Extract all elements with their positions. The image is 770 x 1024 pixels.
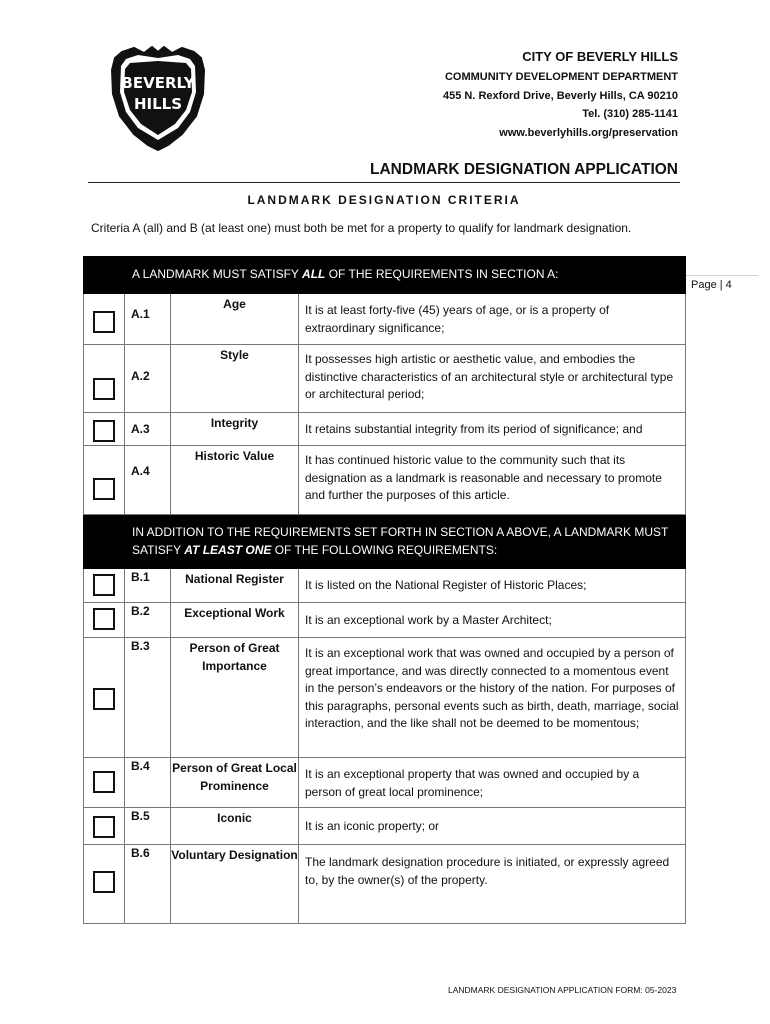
table-row	[84, 569, 686, 603]
application-title: LANDMARK DESIGNATION APPLICATION	[370, 161, 678, 178]
logo-line1: BEVERLY	[121, 74, 195, 92]
row-name: Integrity	[171, 413, 299, 446]
checkbox-a3[interactable]	[93, 420, 115, 442]
department-name: COMMUNITY DEVELOPMENT DEPARTMENT	[444, 71, 678, 83]
city-name: CITY OF BEVERLY HILLS	[522, 49, 678, 64]
table-row	[84, 413, 686, 446]
row-name: Person of Great Local Prominence	[171, 758, 299, 808]
form-footer: LANDMARK DESIGNATION APPLICATION FORM: 05-2023	[448, 985, 677, 995]
table-row	[84, 345, 686, 413]
row-id: B.4	[131, 759, 150, 773]
table-row	[84, 294, 686, 345]
section-a-heading-em: ALL	[302, 267, 326, 281]
table-row	[84, 638, 686, 758]
page-number: Page | 4	[691, 279, 732, 291]
checkbox-a1[interactable]	[93, 311, 115, 333]
row-description: It is an exceptional property that was owned and occupied by a person of great local prominence;	[299, 758, 686, 808]
row-name: Voluntary Designation	[171, 845, 299, 924]
table-row	[84, 758, 686, 808]
section-a-header	[84, 257, 686, 294]
website-link[interactable]: www.beverlyhills.org/preservation	[499, 126, 678, 139]
table-row	[84, 845, 686, 924]
row-description: It is at least forty-five (45) years of age, or is a property of extraordinary significance;	[299, 294, 686, 345]
section-b-heading-post: OF THE FOLLOWING REQUIREMENTS:	[271, 543, 498, 557]
section-b-heading-pre: IN ADDITION TO THE REQUIREMENTS SET FORTH IN SECTION A ABOVE, A LANDMARK MUST SATISFY	[132, 525, 669, 557]
table-row	[84, 446, 686, 515]
row-id: A.2	[131, 369, 150, 383]
intro-text: Criteria A (all) and B (at least one) must both be met for a property to qualify for landmark designation.	[91, 221, 632, 235]
checkbox-b5[interactable]	[93, 816, 115, 838]
row-name: Age	[171, 294, 299, 345]
row-name: Person of Great Importance	[171, 638, 299, 758]
row-description: It is an exceptional work that was owned and occupied by a person of great importance, and was directly connected to a momentous event in the person’s endeavors or the history of the nation. For purposes of this paragraphs, personal events such as birth, death, marriage, social interaction, and the like shall not be deemed to be momentous;	[299, 638, 686, 758]
row-name: Historic Value	[171, 446, 299, 515]
row-id: A.3	[131, 422, 150, 436]
row-description: It retains substantial integrity from its period of significance; and	[299, 413, 686, 446]
row-description: The landmark designation procedure is initiated, or expressly agreed to, by the owner(s) of the property.	[299, 845, 686, 924]
row-id: B.6	[131, 846, 150, 860]
section-a-heading-post: OF THE REQUIREMENTS IN SECTION A:	[325, 267, 559, 281]
row-id: B.2	[131, 604, 150, 618]
table-row	[84, 808, 686, 845]
criteria-table	[83, 256, 686, 924]
checkbox-b4[interactable]	[93, 771, 115, 793]
department-header	[443, 46, 678, 142]
row-description: It has continued historic value to the community such that its designation as a landmark is reasonable and necessary to promote and further the purposes of this article.	[299, 446, 686, 515]
row-id: A.4	[131, 464, 150, 478]
row-name: National Register	[171, 569, 299, 603]
page-divider	[686, 275, 758, 276]
logo-line2: HILLS	[133, 95, 183, 113]
address: 455 N. Rexford Drive, Beverly Hills, CA 90210	[443, 89, 678, 102]
checkbox-b3[interactable]	[93, 688, 115, 710]
section-b-header	[84, 515, 686, 569]
checkbox-b1[interactable]	[93, 574, 115, 596]
row-description: It is listed on the National Register of Historic Places;	[299, 569, 686, 603]
row-name: Iconic	[171, 808, 299, 845]
checkbox-b2[interactable]	[93, 608, 115, 630]
row-id: B.5	[131, 809, 150, 823]
row-description: It is an exceptional work by a Master Architect;	[299, 603, 686, 638]
phone: Tel. (310) 285-1141	[582, 108, 678, 120]
checkbox-a2[interactable]	[93, 378, 115, 400]
table-row	[84, 603, 686, 638]
row-description: It possesses high artistic or aesthetic value, and embodies the distinctive characteristics of an architectural style or architectural type or architectural period;	[299, 345, 686, 413]
section-a-heading-pre: A LANDMARK MUST SATISFY	[132, 267, 303, 281]
title-divider	[88, 182, 680, 183]
row-name: Style	[171, 345, 299, 413]
city-logo	[104, 44, 212, 154]
section-b-heading-em: AT LEAST ONE	[184, 543, 272, 557]
row-name: Exceptional Work	[171, 603, 299, 638]
row-description: It is an iconic property; or	[299, 808, 686, 845]
row-id: B.3	[131, 639, 150, 653]
row-id: B.1	[131, 570, 150, 584]
criteria-title: LANDMARK DESIGNATION CRITERIA	[247, 193, 521, 207]
checkbox-a4[interactable]	[93, 478, 115, 500]
checkbox-b6[interactable]	[93, 871, 115, 893]
row-id: A.1	[131, 307, 150, 321]
